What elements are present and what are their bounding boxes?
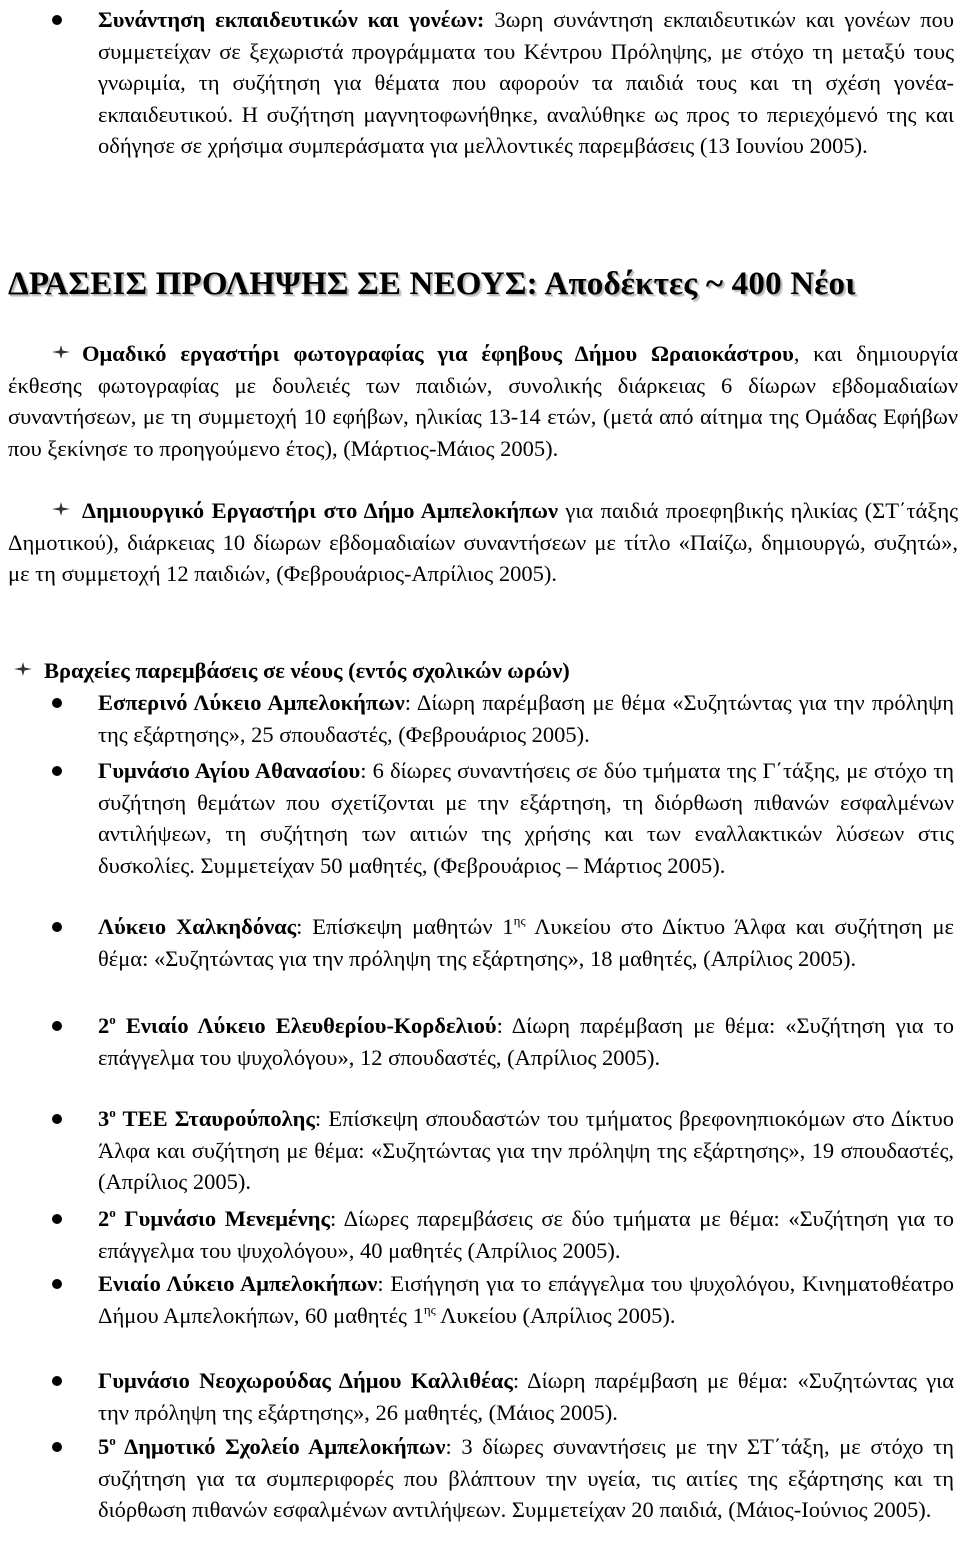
program-title: Δημιουργικό Εργαστήρι στο Δήμο Αμπελοκήπων <box>82 498 559 523</box>
bullet-dot-icon <box>52 1021 62 1031</box>
school-name: Ενιαίο Λύκειο Αμπελοκήπων <box>98 1271 378 1296</box>
star-bullet-icon <box>52 345 70 359</box>
star-bullet-icon <box>14 662 32 676</box>
brief-heading-text: Βραχείες παρεμβάσεις σε νέους (εντός σχολικών ωρών) <box>44 658 570 683</box>
school-name: Λύκειο Χαλκηδόνας <box>98 914 297 939</box>
school-item: $3^o$ ΤΕΕ Σταυρούπολης: Επίσκεψη σπουδαστών του τμήματος βρεφονηπιοκόμων στο Δίκτυο Άλφα και συζήτηση με θέμα: «Συζητώντας για την πρόληψη της εξάρτησης», 19 σπουδαστές, (Απρίλιος 2005). <box>0 1103 960 1198</box>
school-description: Δίωρη παρέμβαση με θέμα «Συζητώντας για την πρόληψη της εξάρτησης», 25 σπουδαστές, (Φεβρουάριος 2005). <box>98 690 954 747</box>
school-item: Εσπερινό Λύκειο Αμπελοκήπων: Δίωρη παρέμβαση με θέμα «Συζητώντας για την πρόληψη της εξάρτησης», 25 σπουδαστές, (Φεβρουάριος 2005). <box>0 687 960 750</box>
school-item: $2^o$ Ενιαίο Λύκειο Ελευθερίου-Κορδελιού: Δίωρη παρέμβαση με θέμα: «Συζήτηση για το επάγγελμα του ψυχολόγου», 12 σπουδαστές, (Απρίλιος 2005). <box>0 1010 960 1073</box>
school-item: Λύκειο Χαλκηδόνας: Επίσκεψη μαθητών $1^{\eta\varsigma}$ Λυκείου στο Δίκτυο Άλφα και συζήτηση με θέμα: «Συζητώντας για την πρόληψη της εξάρτησης», 18 μαθητές, (Απρίλιος 2005). <box>0 911 960 974</box>
school-name: Γυμνάσιο Νεοχωρούδας Δήμου Καλλιθέας <box>98 1368 513 1393</box>
bullet-dot-icon <box>52 922 62 932</box>
school-description: Επίσκεψη μαθητών $1^{\eta\varsigma}$ Λυκείου στο Δίκτυο Άλφα και συζήτηση με θέμα: «Συζητώντας για την πρόληψη της εξάρτησης», 18 μαθητές, (Απρίλιος 2005). <box>98 913 954 971</box>
section-heading: ΔΡΑΣΕΙΣ ΠΡΟΛΗΨΗΣ ΣΕ ΝΕΟΥΣ: Αποδέκτες ~ 400 Νέοι <box>8 266 856 302</box>
program-title: Ομαδικό εργαστήρι φωτογραφίας για έφηβους Δήμου Ωραιοκάστρου <box>82 341 794 366</box>
school-name: Γυμνάσιο Αγίου Αθανασίου <box>98 758 361 783</box>
star-bullet-icon <box>52 502 70 516</box>
intro-text: 3ωρη συνάντηση εκπαιδευτικών και γονέων που συμμετείχαν σε ξεχωριστά προγράμματα του Κέντρου Πρόληψης, με στόχο τη μεταξύ τους γνωριμία, τη συζήτηση για θέματα που αφορούν τα παιδιά τους και τη σχέση γονέα-εκπαιδευτικού. Η συζήτηση μαγνητοφωνήθηκε, αναλύθηκε ως προς το περιεχόμενό της και οδήγησε σε χρήσιμα συμπεράσματα για μελλοντικές παρεμβάσεις (13 Ιουνίου 2005). <box>98 7 954 158</box>
bullet-dot-icon <box>52 698 62 708</box>
bullet-dot-icon <box>52 1442 62 1452</box>
intro-title: Συνάντηση εκπαιδευτικών και γονέων: <box>98 7 485 32</box>
bullet-dot-icon <box>52 15 62 25</box>
program-text: για παιδιά προεφηβικής ηλικίας (ΣΤ΄τάξης Δημοτικού), διάρκειας 10 δίωρων εβδομαδιαίων συναντήσεων με τίτλο «Παίζω, δημιουργώ, συζητώ», με τη συμμετοχή 12 παιδιών, (Φεβρουάριος-Απρίλιος 2005). <box>8 498 959 586</box>
school-name: $2^o$ Ενιαίο Λύκειο Ελευθερίου-Κορδελιού <box>98 1012 497 1038</box>
school-description: Εισήγηση για το επάγγελμα του ψυχολόγου, Κινηματοθέατρο Δήμου Αμπελοκήπων, 60 μαθητές $1^{\eta\varsigma}$ Λυκείου (Απρίλιος 2005). <box>98 1271 954 1328</box>
program-item <box>8 495 958 590</box>
intro-bullet-item <box>0 4 960 162</box>
school-description: Δίωρη παρέμβαση με θέμα: «Συζήτηση για το επάγγελμα του ψυχολόγου», 12 σπουδαστές, (Απρίλιος 2005). <box>98 1013 954 1070</box>
bullet-dot-icon <box>52 766 62 776</box>
school-description: 3 δίωρες συναντήσεις με την ΣΤ΄τάξη, με στόχο τη συζήτηση για τα συμπεριφορές που βλάπτουν την υγεία, τις αιτίες της εξάρτησης και τη διόρθωση πιθανών εσφαλμένων αντιλήψεων. Συμμετείχαν 20 παιδιά, (Μάιος-Ιούνιος 2005). <box>98 1434 954 1522</box>
school-item: $2^o$ Γυμνάσιο Μενεμένης: Δίωρες παρεμβάσεις σε δύο τμήματα με θέμα: «Συζήτηση για το επάγγελμα του ψυχολόγου», 40 μαθητές (Απρίλιος 2005). <box>0 1203 960 1266</box>
program-text: , και δημιουργία έκθεσης φωτογραφίας με δουλειές των παιδιών, συνολικής διάρκειας 6 δίωρων εβδομαδιαίων συναντήσεων, με τη συμμετοχή 10 εφήβων, ηλικίας 13-14 ετών, (μετά από αίτημα της Ομάδας Εφήβων που ξεκίνησε το προηγούμενο έτος), (Μάρτιος-Μάιος 2005). <box>8 341 958 461</box>
school-item: Γυμνάσιο Νεοχωρούδας Δήμου Καλλιθέας: Δίωρη παρέμβαση με θέμα: «Συζητώντας για την πρόληψη της εξάρτησης», 26 μαθητές, (Μάιος 2005). <box>0 1365 960 1428</box>
school-name: Εσπερινό Λύκειο Αμπελοκήπων <box>98 690 405 715</box>
school-description: Δίωρη παρέμβαση με θέμα: «Συζητώντας για την πρόληψη της εξάρτησης», 26 μαθητές, (Μάιος 2005). <box>98 1368 954 1425</box>
bullet-dot-icon <box>52 1376 62 1386</box>
bullet-dot-icon <box>52 1279 62 1289</box>
school-description: Επίσκεψη σπουδαστών του τμήματος βρεφονηπιοκόμων στο Δίκτυο Άλφα και συζήτηση με θέμα: «Συζητώντας για την πρόληψη της εξάρτησης», 19 σπουδαστές, (Απρίλιος 2005). <box>98 1106 954 1194</box>
intro-paragraph <box>98 4 954 162</box>
brief-heading <box>8 655 570 687</box>
bullet-dot-icon <box>52 1114 62 1124</box>
school-name: $3^o$ ΤΕΕ Σταυρούπολης <box>98 1105 315 1131</box>
program-item <box>8 338 958 464</box>
school-item: Ενιαίο Λύκειο Αμπελοκήπων: Εισήγηση για το επάγγελμα του ψυχολόγου, Κινηματοθέατρο Δήμου Αμπελοκήπων, 60 μαθητές $1^{\eta\varsigma}$ Λυκείου (Απρίλιος 2005). <box>0 1268 960 1331</box>
school-item: Γυμνάσιο Αγίου Αθανασίου: 6 δίωρες συναντήσεις σε δύο τμήματα της Γ΄τάξης, με στόχο τη συζήτηση θεμάτων που σχετίζονται με την εξάρτηση, τη διόρθωση πιθανών εσφαλμένων αντιλήψεων, τη συζήτηση των αιτιών της χρήσης και των εναλλακτικών λύσεων στις δυσκολίες. Συμμετείχαν 50 μαθητές, (Φεβρουάριος – Μάρτιος 2005). <box>0 755 960 881</box>
school-name: $5^o$ Δημοτικό Σχολείο Αμπελοκήπων <box>98 1433 446 1459</box>
school-description: Δίωρες παρεμβάσεις σε δύο τμήματα με θέμα: «Συζήτηση για το επάγγελμα του ψυχολόγου», 40 μαθητές (Απρίλιος 2005). <box>98 1206 954 1263</box>
school-description: 6 δίωρες συναντήσεις σε δύο τμήματα της Γ΄τάξης, με στόχο τη συζήτηση θεμάτων που σχετίζονται με την εξάρτηση, τη διόρθωση πιθανών εσφαλμένων αντιλήψεων, τη συζήτηση των αιτιών της χρήσης και των εναλλακτικών λύσεων στις δυσκολίες. Συμμετείχαν 50 μαθητές, (Φεβρουάριος – Μάρτιος 2005). <box>98 758 954 878</box>
school-name: $2^o$ Γυμνάσιο Μενεμένης <box>98 1205 330 1231</box>
school-item: $5^o$ Δημοτικό Σχολείο Αμπελοκήπων: 3 δίωρες συναντήσεις με την ΣΤ΄τάξη, με στόχο τη συζήτηση για τα συμπεριφορές που βλάπτουν την υγεία, τις αιτίες της εξάρτησης και τη διόρθωση πιθανών εσφαλμένων αντιλήψεων. Συμμετείχαν 20 παιδιά, (Μάιος-Ιούνιος 2005). <box>0 1431 960 1526</box>
bullet-dot-icon <box>52 1214 62 1224</box>
